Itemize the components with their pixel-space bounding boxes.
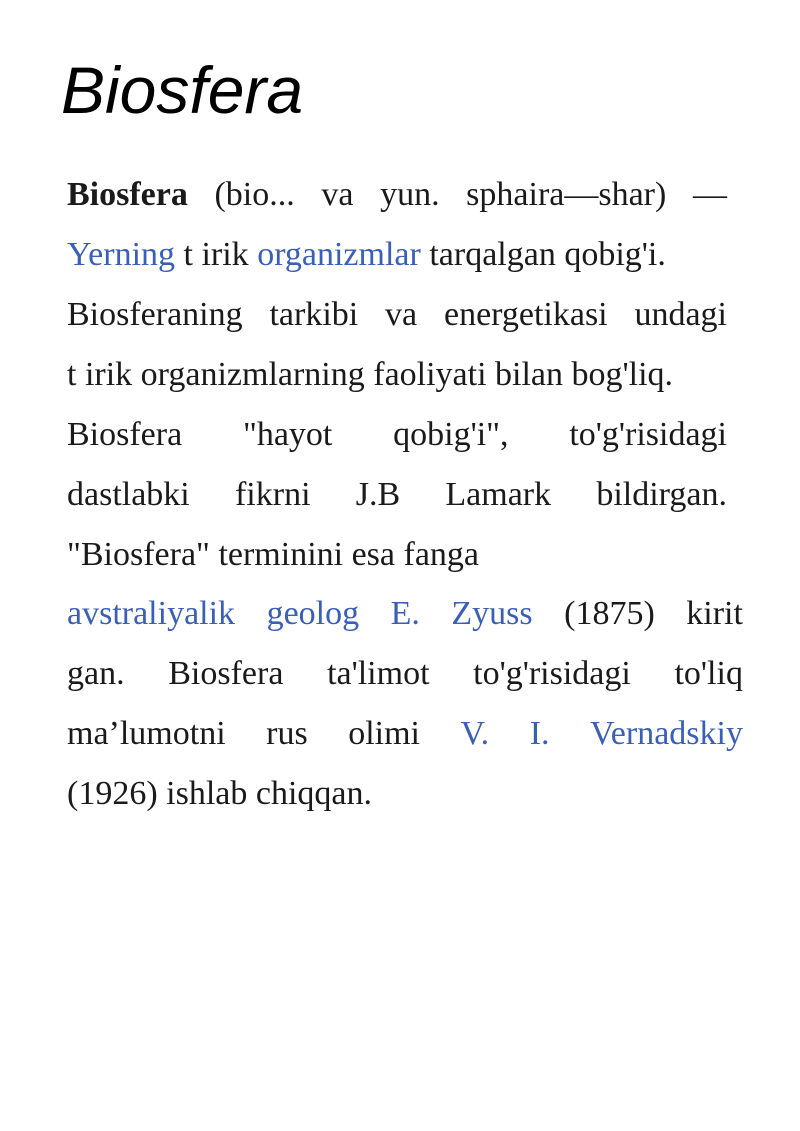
link-geolog[interactable]: geolog: [266, 595, 360, 632]
line-1: Biosfera (bio... va yun. sphaira—shar) —: [67, 173, 727, 217]
link-yerning[interactable]: Yerning: [67, 236, 176, 273]
page-title: Biosfera: [61, 53, 304, 127]
line-4: t irik organizmlarning faoliyati bilan bog'liq.: [67, 356, 674, 393]
link-i[interactable]: I.: [529, 715, 550, 752]
link-e[interactable]: E.: [390, 595, 420, 632]
link-vernadskiy[interactable]: Vernadskiy: [590, 715, 743, 752]
line-9: gan. Biosfera ta'limot to'g'risidagi to'liq: [67, 655, 743, 692]
line-8: avstraliyalik geolog E. Zyuss (1875) kirit: [67, 592, 743, 636]
link-organizmlar[interactable]: organizmlar: [257, 236, 421, 273]
line-2: Yerning t irik organizmlar tarqalgan qobig'i.: [67, 236, 666, 273]
link-v[interactable]: V.: [460, 715, 490, 752]
line-10: ma’lumotni rus olimi V. I. Vernadskiy: [67, 712, 743, 756]
term-bold: Biosfera: [67, 176, 188, 213]
line-3: Biosferaning tarkibi va energetikasi undagi: [67, 296, 727, 333]
line-5: Biosfera "hayot qobig'i", to'g'risidagi: [67, 416, 727, 453]
line-7: "Biosfera" terminini esa fanga: [67, 536, 480, 573]
link-zyuss[interactable]: Zyuss: [451, 595, 533, 632]
line-6: dastlabki fikrni J.B Lamark bildirgan.: [67, 476, 727, 513]
link-avstraliyalik[interactable]: avstraliyalik: [67, 595, 236, 632]
line-11: (1926) ishlab chiqqan.: [67, 775, 372, 812]
